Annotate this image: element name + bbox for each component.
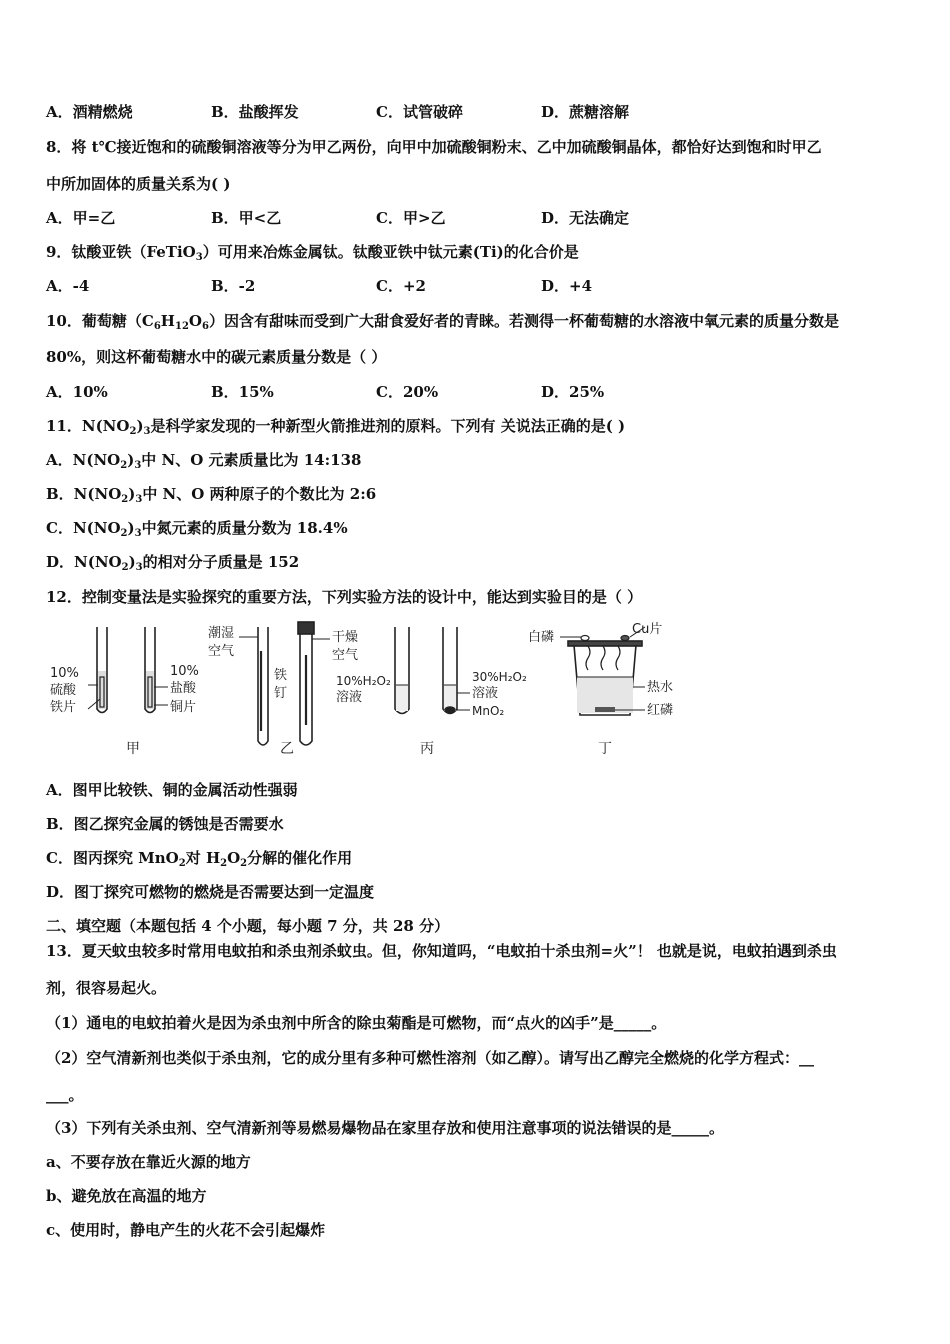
q12-option-d: D．图丁探究可燃物的燃烧是否需要达到一定温度 [46,883,375,901]
q11-stem: 11．$N(NO_2)_3$是科学家发现的一种新型火箭推进剂的原料。下列有 关说法正确的是( ) [46,417,626,437]
ding-label-hot-water: 热水 [647,680,674,695]
q7-option-c: C．试管破碎 [376,103,463,121]
q11-option-a: A．$N(NO_2)_3$中 N、O 元素质量比为 14:138 [46,451,362,471]
bing-label-left-solution: 10%H₂O₂ [336,674,391,688]
q8-option-d: D．无法确定 [541,209,630,227]
jia-label-left-metal: 铁片 [50,700,77,715]
ding-caption: 丁 [598,741,612,757]
ding-white-phosphorus [581,636,589,641]
q12-experiment-figure [40,615,700,765]
q11-option-d: D．$N(NO_2)_3$的相对分子质量是 152 [46,553,300,573]
q8-option-a: A．甲=乙 [46,209,116,227]
q13-part2-answer-line: ___。 [46,1086,84,1104]
ding-label-white-phosphorus: 白磷 [528,630,555,645]
q10-option-a: A．10% [46,383,108,401]
jia-label-right-metal: 铜片 [170,700,197,715]
yi-tube-left [258,627,268,745]
yi-label-air-right: 空气 [332,648,359,663]
bing-label-right-solution: 30%H₂O₂ [472,670,527,684]
q9-option-d: D．+4 [541,277,593,295]
q11-option-b: B．$N(NO_2)_3$中 N、O 两种原子的个数比为 2:6 [46,485,377,505]
yi-caption: 乙 [280,741,294,757]
q12-stem: 12．控制变量法是实验探究的重要方法，下列实验方法的设计中，能达到实验目的是（ ） [46,588,643,606]
q8-stem-line1: 8．将 t℃接近饱和的硫酸铜溶液等分为甲乙两份，向甲中加硫酸铜粉末、乙中加硫酸铜晶体，都恰好达到饱和时甲乙 [46,138,822,156]
q12-option-b: B．图乙探究金属的锈蚀是否需要水 [46,815,284,833]
q9-option-a: A．-4 [46,277,90,295]
q7-option-a: A．酒精燃烧 [46,103,133,121]
yi-label-dry: 干燥 [332,630,359,645]
q10-option-c: C．20% [376,383,439,401]
bing-mno2 [445,707,455,713]
bing-label-left-liquid: 溶液 [336,690,363,705]
ding-red-phosphorus [621,636,629,641]
q13-part2: （2）空气清新剂也类似于杀虫剂，它的成分里有多种可燃性溶剂（如乙醇）。请写出乙醇完全燃烧的化学方程式：__ [46,1049,814,1067]
q13-choice-a: a、不要存放在靠近火源的地方 [46,1153,251,1171]
q10-stem-line1: 10．葡萄糖$(C_6H_{12}O_6)$因含有甜味而受到广大甜食爱好者的青睐。若测得一杯葡萄糖的水溶液中氧元素的质量分数是 [46,312,839,332]
bing-caption: 丙 [420,741,434,757]
q9-option-b: B．-2 [211,277,256,295]
q9-stem: 9．钛酸亚铁（FeTiO$_3$）可用来冶炼金属钛。钛酸亚铁中钛元素(Ti)的化合价是 [46,243,579,263]
q8-option-b: B．甲<乙 [211,209,282,227]
section-2-heading: 二、填空题（本题包括 4 个小题，每小题 7 分，共 28 分） [46,917,450,935]
jia-label-right-acid: 盐酸 [170,681,197,696]
q13-stem-line2: 剂，很容易起火。 [46,979,167,997]
jia-label-right-percent: 10% [170,664,199,679]
q12-option-c: C．图丙探究 MnO$_2$对 $H_2O_2$分解的催化作用 [46,849,353,869]
q7-option-d: D．蔗糖溶解 [541,103,630,121]
q13-choice-b: b、避免放在高温的地方 [46,1187,207,1205]
jia-caption: 甲 [126,741,140,757]
bing-label-right-liquid: 溶液 [472,686,499,701]
q7-option-b: B．盐酸挥发 [211,103,299,121]
bing-label-mno2: MnO₂ [472,704,505,718]
q8-stem-line2: 中所加固体的质量关系为( ) [46,175,231,193]
q13-stem-line1: 13．夏天蚊虫较多时常用电蚊拍和杀虫剂杀蚊虫。但，你知道吗，“电蚊拍十杀虫剂=火”！ 也就是说，电蚊拍遇到杀虫 [46,942,837,960]
yi-label-air-left: 空气 [208,644,235,659]
q9-option-c: C．+2 [376,277,426,295]
ding-label-copper: Cu片 [632,622,663,637]
q13-part1: （1）通电的电蚊拍着火是因为杀虫剂中所含的除虫菊酯是可燃物，而“点火的凶手”是_____。 [46,1014,667,1032]
q10-stem-line2: 80%，则这杯葡萄糖水中的碳元素质量分数是（ ） [46,348,387,366]
jia-label-left-percent: 10% [50,666,79,681]
q11-option-c: C．$N(NO_2)_3$中氮元素的质量分数为 18.4% [46,519,348,539]
yi-stopper [298,622,314,634]
q8-option-c: C．甲>乙 [376,209,446,227]
yi-label-nail: 铁 [274,668,288,683]
yi-label-nail2: 钉 [274,686,288,701]
q12-option-a: A．图甲比较铁、铜的金属活动性强弱 [46,781,298,799]
ding-label-red-phosphorus: 红磷 [647,703,674,718]
q10-option-b: B．15% [211,383,274,401]
ding-copper-sheet [568,641,642,646]
yi-label-moist: 潮湿 [208,626,235,641]
q10-option-d: D．25% [541,383,605,401]
q13-choice-c: c、使用时，静电产生的火花不会引起爆炸 [46,1221,326,1239]
jia-label-left-acid: 硫酸 [50,683,77,698]
q13-part3: （3）下列有关杀虫剂、空气清新剂等易燃易爆物品在家里存放和使用注意事项的说法错误的是_____。 [46,1119,724,1137]
